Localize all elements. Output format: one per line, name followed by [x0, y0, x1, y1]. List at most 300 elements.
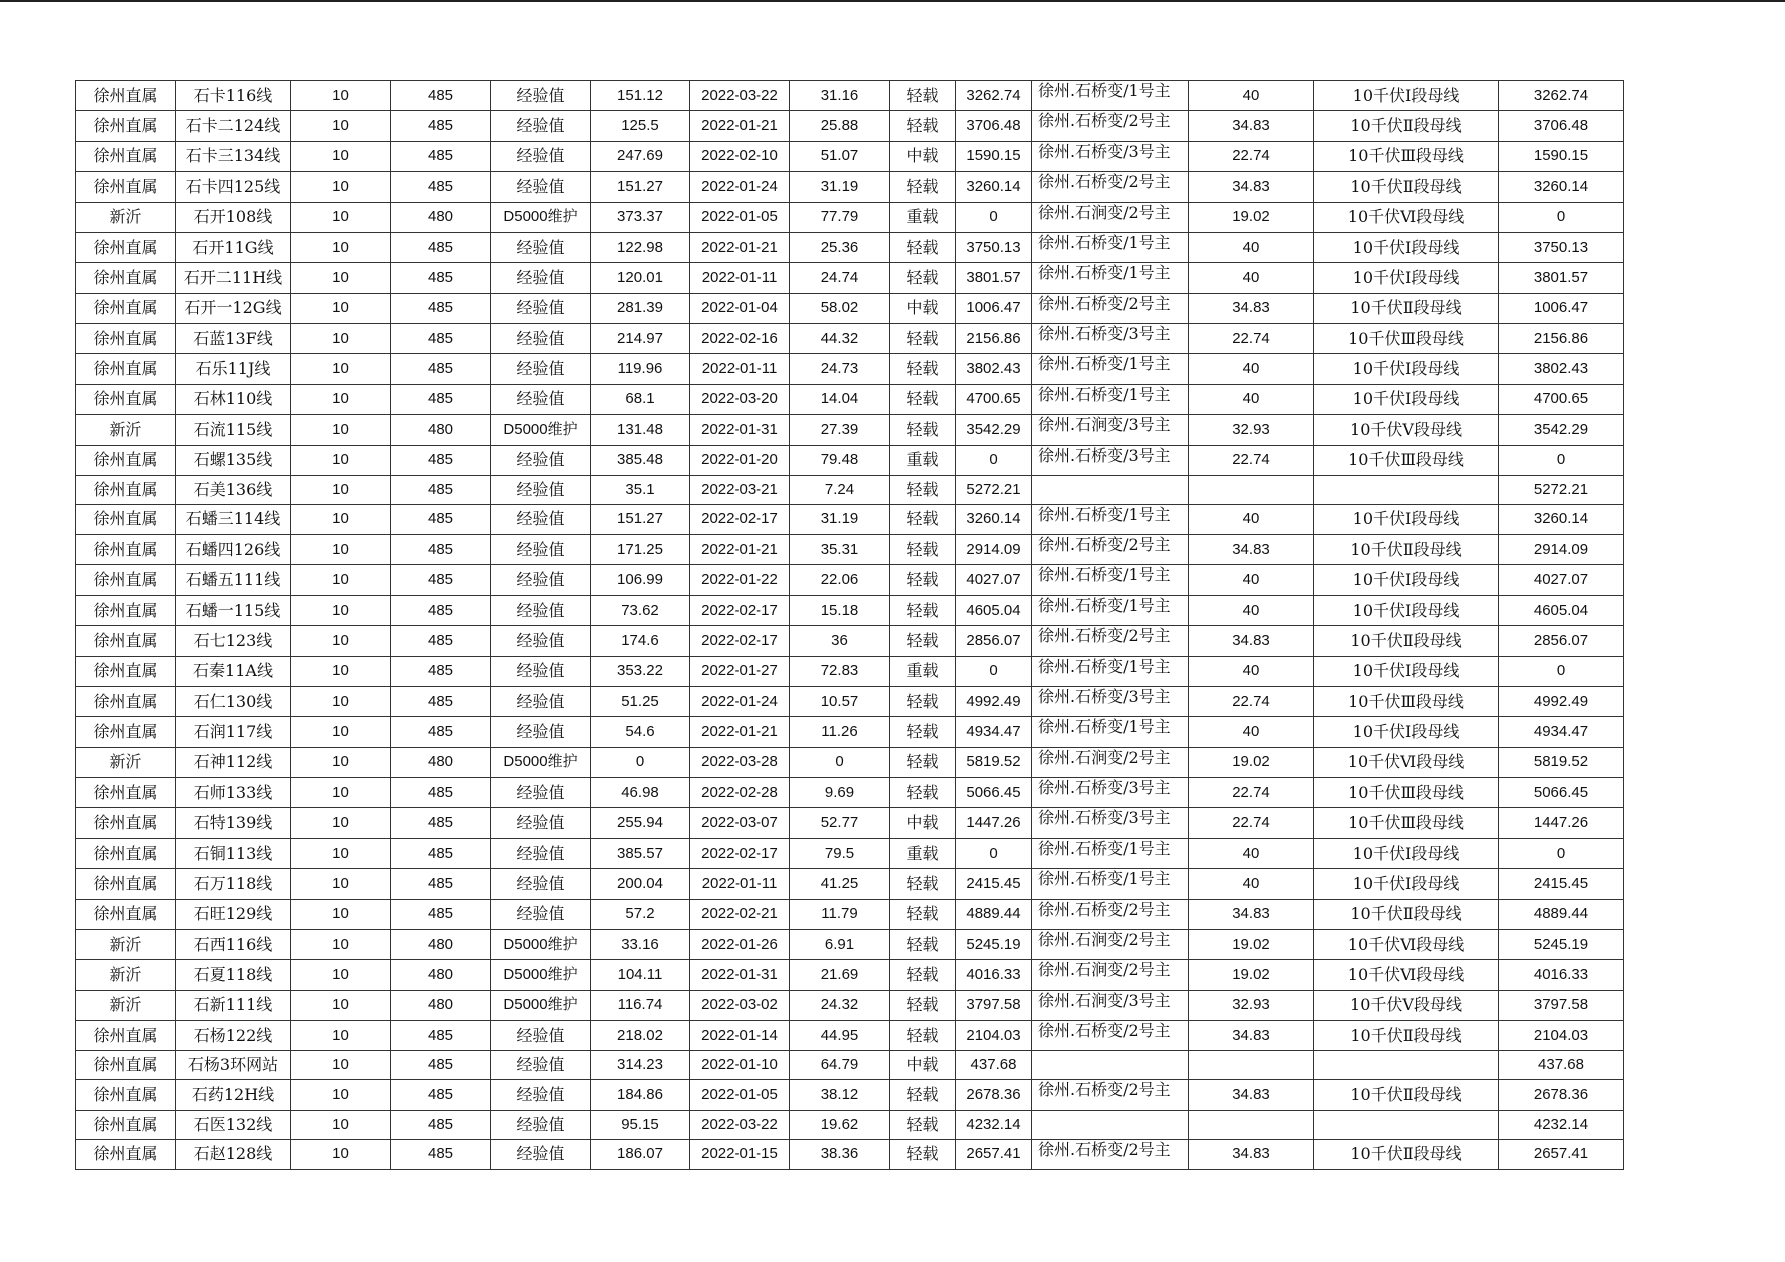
cell-transformer-value: 34.83	[1189, 899, 1314, 929]
cell-source: D5000维护	[491, 747, 591, 777]
cell-current-value: 95.15	[591, 1110, 690, 1139]
cell-busbar	[1314, 1051, 1499, 1080]
cell-capacity-result: 4027.07	[1499, 565, 1624, 595]
cell-load-status: 轻载	[890, 504, 956, 534]
cell-company: 徐州直属	[76, 595, 176, 625]
table-row	[76, 929, 1624, 959]
cell-transformer-value: 40	[1189, 384, 1314, 414]
cell-date: 2022-01-15	[690, 1139, 790, 1169]
cell-load-status: 中载	[890, 141, 956, 171]
cell-line-name: 石赵128线	[176, 1139, 291, 1169]
cell-capacity-result: 5245.19	[1499, 929, 1624, 959]
cell-load-rate: 25.88	[790, 111, 890, 141]
cell-source: 经验值	[491, 504, 591, 534]
cell-source: 经验值	[491, 172, 591, 202]
cell-company: 徐州直属	[76, 1080, 176, 1110]
cell-load-rate: 64.79	[790, 1051, 890, 1080]
cell-capacity-result: 2156.86	[1499, 324, 1624, 354]
cell-busbar: 10千伏Ⅲ段母线	[1314, 141, 1499, 171]
cell-line-name: 石特139线	[176, 808, 291, 838]
cell-busbar: 10千伏Ⅲ段母线	[1314, 324, 1499, 354]
cell-voltage: 10	[291, 960, 391, 990]
table-row	[76, 1080, 1624, 1110]
cell-capacity-result: 4232.14	[1499, 1110, 1624, 1139]
cell-voltage: 10	[291, 656, 391, 686]
cell-source: 经验值	[491, 1021, 591, 1051]
table-row	[76, 111, 1624, 141]
cell-load-rate: 38.12	[790, 1080, 890, 1110]
cell-date: 2022-01-31	[690, 960, 790, 990]
cell-line-name: 石卡四125线	[176, 172, 291, 202]
cell-load-status: 中载	[890, 1051, 956, 1080]
cell-source: 经验值	[491, 293, 591, 323]
cell-transformer-value: 40	[1189, 354, 1314, 384]
cell-transformer-value: 40	[1189, 232, 1314, 262]
cell-source: 经验值	[491, 475, 591, 504]
cell-transformer-value: 40	[1189, 81, 1314, 111]
cell-company: 徐州直属	[76, 565, 176, 595]
table-row	[76, 415, 1624, 445]
cell-company: 徐州直属	[76, 656, 176, 686]
cell-voltage: 10	[291, 565, 391, 595]
cell-main-transformer	[1032, 1051, 1189, 1080]
table-row	[76, 232, 1624, 262]
cell-available-capacity: 3750.13	[956, 232, 1032, 262]
cell-current-value: 151.27	[591, 172, 690, 202]
cell-capacity-result: 3260.14	[1499, 504, 1624, 534]
cell-busbar: 10千伏Ⅵ段母线	[1314, 929, 1499, 959]
cell-date: 2022-01-14	[690, 1021, 790, 1051]
cell-transformer-value: 34.83	[1189, 293, 1314, 323]
cell-source: 经验值	[491, 838, 591, 868]
cell-main-transformer: 徐州.石桥变/2号主	[1032, 899, 1189, 929]
cell-voltage: 10	[291, 535, 391, 565]
cell-load-status: 轻载	[890, 686, 956, 716]
cell-rated-current: 485	[391, 686, 491, 716]
cell-rated-current: 480	[391, 990, 491, 1020]
cell-voltage: 10	[291, 626, 391, 656]
cell-line-name: 石蟠四126线	[176, 535, 291, 565]
cell-source: 经验值	[491, 656, 591, 686]
cell-source: 经验值	[491, 232, 591, 262]
cell-source: 经验值	[491, 141, 591, 171]
cell-available-capacity: 2856.07	[956, 626, 1032, 656]
table-row	[76, 899, 1624, 929]
cell-date: 2022-01-21	[690, 232, 790, 262]
cell-current-value: 186.07	[591, 1139, 690, 1169]
cell-rated-current: 485	[391, 354, 491, 384]
cell-date: 2022-02-10	[690, 141, 790, 171]
cell-voltage: 10	[291, 1051, 391, 1080]
cell-busbar: 10千伏Ⅰ段母线	[1314, 656, 1499, 686]
cell-main-transformer: 徐州.石桥变/1号主	[1032, 717, 1189, 747]
cell-rated-current: 480	[391, 929, 491, 959]
cell-busbar: 10千伏Ⅰ段母线	[1314, 838, 1499, 868]
cell-company: 徐州直属	[76, 778, 176, 808]
cell-available-capacity: 2104.03	[956, 1021, 1032, 1051]
cell-current-value: 106.99	[591, 565, 690, 595]
cell-line-name: 石美136线	[176, 475, 291, 504]
cell-date: 2022-01-11	[690, 354, 790, 384]
table-row	[76, 1051, 1624, 1080]
cell-transformer-value: 40	[1189, 504, 1314, 534]
cell-company: 徐州直属	[76, 686, 176, 716]
cell-line-name: 石西116线	[176, 929, 291, 959]
cell-company: 徐州直属	[76, 717, 176, 747]
cell-load-status: 轻载	[890, 899, 956, 929]
cell-rated-current: 485	[391, 384, 491, 414]
cell-transformer-value: 19.02	[1189, 960, 1314, 990]
cell-load-status: 轻载	[890, 415, 956, 445]
cell-available-capacity: 0	[956, 445, 1032, 475]
cell-load-status: 轻载	[890, 535, 956, 565]
table-row	[76, 354, 1624, 384]
cell-voltage: 10	[291, 929, 391, 959]
cell-available-capacity: 4889.44	[956, 899, 1032, 929]
cell-main-transformer: 徐州.石桥变/1号主	[1032, 565, 1189, 595]
cell-main-transformer: 徐州.石桥变/3号主	[1032, 445, 1189, 475]
cell-voltage: 10	[291, 838, 391, 868]
cell-load-rate: 27.39	[790, 415, 890, 445]
cell-available-capacity: 5819.52	[956, 747, 1032, 777]
cell-voltage: 10	[291, 686, 391, 716]
cell-capacity-result: 5819.52	[1499, 747, 1624, 777]
cell-busbar	[1314, 475, 1499, 504]
table-row	[76, 81, 1624, 111]
cell-current-value: 120.01	[591, 263, 690, 293]
cell-current-value: 104.11	[591, 960, 690, 990]
cell-busbar: 10千伏Ⅱ段母线	[1314, 111, 1499, 141]
cell-voltage: 10	[291, 81, 391, 111]
cell-capacity-result: 3802.43	[1499, 354, 1624, 384]
cell-line-name: 石润117线	[176, 717, 291, 747]
cell-busbar: 10千伏Ⅰ段母线	[1314, 354, 1499, 384]
cell-busbar: 10千伏Ⅵ段母线	[1314, 202, 1499, 232]
cell-main-transformer: 徐州.石桥变/2号主	[1032, 535, 1189, 565]
cell-transformer-value: 19.02	[1189, 202, 1314, 232]
cell-source: 经验值	[491, 686, 591, 716]
cell-main-transformer	[1032, 1110, 1189, 1139]
cell-transformer-value: 22.74	[1189, 324, 1314, 354]
cell-capacity-result: 4889.44	[1499, 899, 1624, 929]
cell-source: D5000维护	[491, 202, 591, 232]
cell-available-capacity: 1006.47	[956, 293, 1032, 323]
cell-current-value: 35.1	[591, 475, 690, 504]
cell-company: 徐州直属	[76, 1139, 176, 1169]
cell-line-name: 石螺135线	[176, 445, 291, 475]
cell-load-status: 重载	[890, 445, 956, 475]
cell-available-capacity: 3260.14	[956, 172, 1032, 202]
cell-current-value: 119.96	[591, 354, 690, 384]
table-row	[76, 504, 1624, 534]
cell-rated-current: 485	[391, 838, 491, 868]
table-row	[76, 686, 1624, 716]
cell-rated-current: 485	[391, 475, 491, 504]
cell-date: 2022-03-20	[690, 384, 790, 414]
cell-available-capacity: 0	[956, 202, 1032, 232]
cell-company: 徐州直属	[76, 354, 176, 384]
cell-main-transformer: 徐州.石桥变/1号主	[1032, 656, 1189, 686]
cell-rated-current: 485	[391, 172, 491, 202]
cell-company: 徐州直属	[76, 626, 176, 656]
cell-current-value: 68.1	[591, 384, 690, 414]
cell-line-name: 石秦11A线	[176, 656, 291, 686]
cell-line-name: 石仁130线	[176, 686, 291, 716]
cell-line-name: 石乐11J线	[176, 354, 291, 384]
cell-transformer-value: 34.83	[1189, 1021, 1314, 1051]
cell-main-transformer: 徐州.石桥变/2号主	[1032, 626, 1189, 656]
cell-line-name: 石林110线	[176, 384, 291, 414]
cell-load-status: 轻载	[890, 960, 956, 990]
cell-date: 2022-03-22	[690, 1110, 790, 1139]
cell-transformer-value: 32.93	[1189, 415, 1314, 445]
cell-busbar: 10千伏Ⅰ段母线	[1314, 263, 1499, 293]
cell-load-status: 轻载	[890, 1021, 956, 1051]
cell-load-status: 轻载	[890, 626, 956, 656]
cell-rated-current: 485	[391, 565, 491, 595]
cell-available-capacity: 3797.58	[956, 990, 1032, 1020]
cell-capacity-result: 2856.07	[1499, 626, 1624, 656]
cell-transformer-value: 34.83	[1189, 1080, 1314, 1110]
cell-main-transformer: 徐州.石桥变/1号主	[1032, 838, 1189, 868]
cell-current-value: 125.5	[591, 111, 690, 141]
cell-current-value: 214.97	[591, 324, 690, 354]
cell-transformer-value: 34.83	[1189, 172, 1314, 202]
cell-load-status: 轻载	[890, 475, 956, 504]
cell-load-status: 轻载	[890, 717, 956, 747]
cell-load-status: 轻载	[890, 778, 956, 808]
cell-rated-current: 485	[391, 626, 491, 656]
cell-rated-current: 485	[391, 1021, 491, 1051]
cell-capacity-result: 1590.15	[1499, 141, 1624, 171]
cell-available-capacity: 0	[956, 838, 1032, 868]
cell-available-capacity: 437.68	[956, 1051, 1032, 1080]
cell-capacity-result: 3706.48	[1499, 111, 1624, 141]
cell-voltage: 10	[291, 747, 391, 777]
cell-company: 徐州直属	[76, 81, 176, 111]
table-row	[76, 202, 1624, 232]
cell-rated-current: 485	[391, 504, 491, 534]
cell-source: 经验值	[491, 717, 591, 747]
cell-company: 徐州直属	[76, 475, 176, 504]
cell-company: 徐州直属	[76, 504, 176, 534]
cell-company: 徐州直属	[76, 838, 176, 868]
cell-date: 2022-01-22	[690, 565, 790, 595]
cell-line-name: 石蟠三114线	[176, 504, 291, 534]
cell-busbar: 10千伏Ⅱ段母线	[1314, 899, 1499, 929]
cell-voltage: 10	[291, 778, 391, 808]
table-row	[76, 445, 1624, 475]
cell-current-value: 33.16	[591, 929, 690, 959]
cell-available-capacity: 3801.57	[956, 263, 1032, 293]
table-row	[76, 717, 1624, 747]
cell-capacity-result: 2657.41	[1499, 1139, 1624, 1169]
table-body	[76, 81, 1624, 1170]
cell-available-capacity: 4700.65	[956, 384, 1032, 414]
cell-load-rate: 31.19	[790, 172, 890, 202]
cell-line-name: 石卡116线	[176, 81, 291, 111]
cell-date: 2022-02-17	[690, 838, 790, 868]
cell-available-capacity: 4232.14	[956, 1110, 1032, 1139]
cell-voltage: 10	[291, 111, 391, 141]
cell-line-name: 石旺129线	[176, 899, 291, 929]
cell-rated-current: 485	[391, 899, 491, 929]
cell-current-value: 200.04	[591, 869, 690, 899]
cell-line-name: 石蟠五111线	[176, 565, 291, 595]
cell-company: 新沂	[76, 990, 176, 1020]
cell-voltage: 10	[291, 445, 391, 475]
cell-main-transformer: 徐州.石涧变/3号主	[1032, 415, 1189, 445]
cell-date: 2022-01-10	[690, 1051, 790, 1080]
cell-main-transformer: 徐州.石桥变/2号主	[1032, 1139, 1189, 1169]
cell-date: 2022-02-16	[690, 324, 790, 354]
cell-capacity-result: 4016.33	[1499, 960, 1624, 990]
cell-current-value: 0	[591, 747, 690, 777]
cell-main-transformer: 徐州.石桥变/3号主	[1032, 686, 1189, 716]
table-row	[76, 656, 1624, 686]
cell-main-transformer: 徐州.石桥变/1号主	[1032, 232, 1189, 262]
cell-current-value: 131.48	[591, 415, 690, 445]
cell-current-value: 184.86	[591, 1080, 690, 1110]
cell-current-value: 151.27	[591, 504, 690, 534]
cell-busbar: 10千伏Ⅲ段母线	[1314, 808, 1499, 838]
cell-available-capacity: 1447.26	[956, 808, 1032, 838]
cell-date: 2022-01-31	[690, 415, 790, 445]
cell-load-rate: 14.04	[790, 384, 890, 414]
cell-voltage: 10	[291, 869, 391, 899]
cell-main-transformer: 徐州.石涧变/3号主	[1032, 990, 1189, 1020]
cell-date: 2022-02-17	[690, 595, 790, 625]
cell-source: 经验值	[491, 778, 591, 808]
cell-available-capacity: 4027.07	[956, 565, 1032, 595]
cell-current-value: 116.74	[591, 990, 690, 1020]
cell-capacity-result: 3260.14	[1499, 172, 1624, 202]
table-row	[76, 384, 1624, 414]
cell-load-rate: 7.24	[790, 475, 890, 504]
cell-capacity-result: 2104.03	[1499, 1021, 1624, 1051]
table-row	[76, 838, 1624, 868]
cell-load-rate: 15.18	[790, 595, 890, 625]
cell-load-rate: 9.69	[790, 778, 890, 808]
cell-source: 经验值	[491, 595, 591, 625]
cell-line-name: 石杨122线	[176, 1021, 291, 1051]
cell-voltage: 10	[291, 324, 391, 354]
cell-available-capacity: 1590.15	[956, 141, 1032, 171]
cell-load-rate: 44.32	[790, 324, 890, 354]
cell-load-status: 轻载	[890, 869, 956, 899]
cell-available-capacity: 0	[956, 656, 1032, 686]
cell-voltage: 10	[291, 354, 391, 384]
cell-line-name: 石卡二124线	[176, 111, 291, 141]
cell-capacity-result: 0	[1499, 445, 1624, 475]
cell-load-status: 轻载	[890, 1080, 956, 1110]
cell-main-transformer: 徐州.石涧变/2号主	[1032, 202, 1189, 232]
cell-current-value: 54.6	[591, 717, 690, 747]
cell-load-rate: 79.5	[790, 838, 890, 868]
cell-main-transformer	[1032, 475, 1189, 504]
cell-load-status: 轻载	[890, 111, 956, 141]
cell-main-transformer: 徐州.石涧变/2号主	[1032, 747, 1189, 777]
cell-transformer-value: 40	[1189, 656, 1314, 686]
cell-date: 2022-03-21	[690, 475, 790, 504]
cell-line-name: 石师133线	[176, 778, 291, 808]
cell-source: 经验值	[491, 445, 591, 475]
cell-available-capacity: 4016.33	[956, 960, 1032, 990]
cell-date: 2022-02-28	[690, 778, 790, 808]
cell-company: 徐州直属	[76, 1021, 176, 1051]
cell-busbar: 10千伏Ⅱ段母线	[1314, 1080, 1499, 1110]
table-row	[76, 172, 1624, 202]
cell-busbar: 10千伏Ⅰ段母线	[1314, 504, 1499, 534]
cell-load-rate: 77.79	[790, 202, 890, 232]
cell-main-transformer: 徐州.石桥变/2号主	[1032, 293, 1189, 323]
cell-available-capacity: 2657.41	[956, 1139, 1032, 1169]
cell-voltage: 10	[291, 141, 391, 171]
cell-capacity-result: 4934.47	[1499, 717, 1624, 747]
cell-busbar: 10千伏Ⅵ段母线	[1314, 747, 1499, 777]
cell-date: 2022-03-07	[690, 808, 790, 838]
table-row	[76, 1110, 1624, 1139]
cell-current-value: 171.25	[591, 535, 690, 565]
cell-current-value: 247.69	[591, 141, 690, 171]
cell-capacity-result: 437.68	[1499, 1051, 1624, 1080]
cell-available-capacity: 2156.86	[956, 324, 1032, 354]
cell-current-value: 385.57	[591, 838, 690, 868]
cell-source: 经验值	[491, 1080, 591, 1110]
cell-available-capacity: 2678.36	[956, 1080, 1032, 1110]
cell-voltage: 10	[291, 415, 391, 445]
cell-rated-current: 485	[391, 293, 491, 323]
cell-busbar: 10千伏Ⅰ段母线	[1314, 869, 1499, 899]
cell-date: 2022-02-21	[690, 899, 790, 929]
feeder-load-table	[75, 80, 1624, 1170]
cell-transformer-value: 40	[1189, 595, 1314, 625]
cell-load-rate: 44.95	[790, 1021, 890, 1051]
cell-main-transformer: 徐州.石桥变/2号主	[1032, 1080, 1189, 1110]
cell-company: 新沂	[76, 415, 176, 445]
cell-busbar	[1314, 1110, 1499, 1139]
cell-transformer-value: 19.02	[1189, 747, 1314, 777]
table-row	[76, 535, 1624, 565]
cell-load-status: 轻载	[890, 929, 956, 959]
cell-source: 经验值	[491, 81, 591, 111]
cell-load-status: 轻载	[890, 384, 956, 414]
cell-transformer-value	[1189, 475, 1314, 504]
cell-main-transformer: 徐州.石桥变/3号主	[1032, 808, 1189, 838]
cell-current-value: 151.12	[591, 81, 690, 111]
cell-busbar: 10千伏Ⅱ段母线	[1314, 535, 1499, 565]
cell-company: 徐州直属	[76, 808, 176, 838]
cell-line-name: 石蟠一115线	[176, 595, 291, 625]
cell-source: 经验值	[491, 1110, 591, 1139]
cell-load-rate: 31.16	[790, 81, 890, 111]
cell-transformer-value	[1189, 1110, 1314, 1139]
cell-company: 新沂	[76, 960, 176, 990]
cell-load-rate: 22.06	[790, 565, 890, 595]
cell-current-value: 51.25	[591, 686, 690, 716]
cell-busbar: 10千伏Ⅴ段母线	[1314, 415, 1499, 445]
cell-transformer-value: 22.74	[1189, 808, 1314, 838]
cell-line-name: 石开二11H线	[176, 263, 291, 293]
cell-rated-current: 485	[391, 717, 491, 747]
cell-load-rate: 79.48	[790, 445, 890, 475]
cell-company: 新沂	[76, 202, 176, 232]
cell-company: 徐州直属	[76, 1051, 176, 1080]
cell-date: 2022-01-24	[690, 172, 790, 202]
cell-source: 经验值	[491, 324, 591, 354]
table-row	[76, 960, 1624, 990]
cell-line-name: 石开108线	[176, 202, 291, 232]
